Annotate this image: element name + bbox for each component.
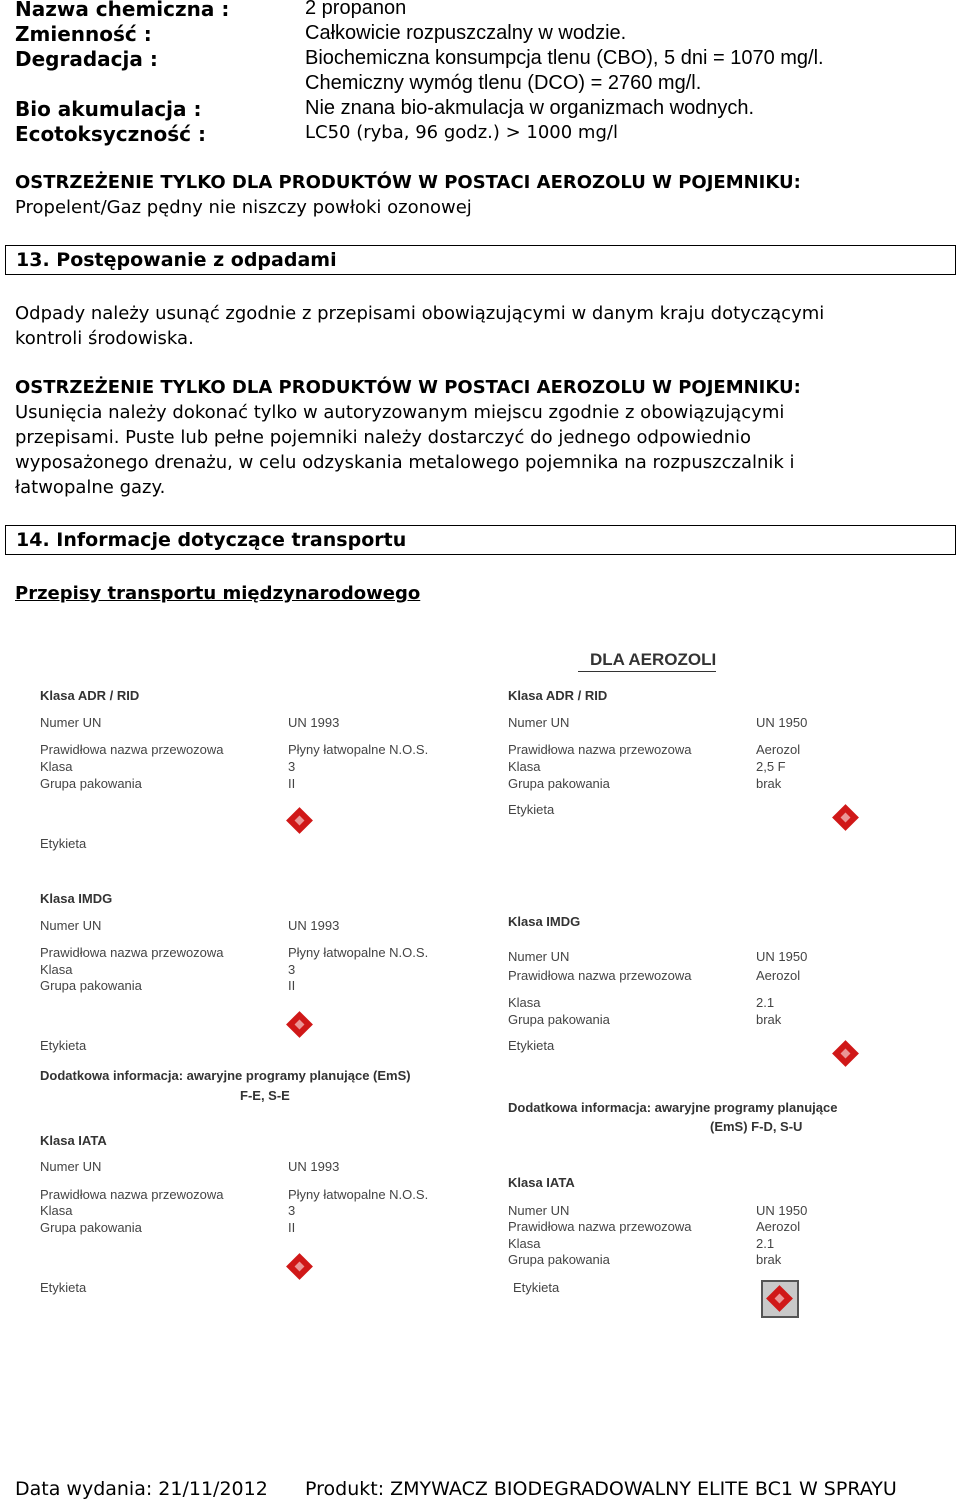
packing-group-value: II — [288, 978, 296, 993]
property-label: Ecotoksyczność : — [15, 122, 206, 146]
class-value: 3 — [288, 962, 296, 977]
property-value: LC50 (ryba, 96 godz.) > 1000 mg/l — [305, 122, 618, 143]
un-number-label: Numer UN — [508, 1203, 570, 1218]
paragraph-line: wyposażonego drenażu, w celu odzyskania metalowego pojemnika na rozpuszczalnik i — [15, 452, 795, 473]
un-number-value: UN 1950 — [756, 715, 808, 730]
un-number-label: Numer UN — [40, 715, 102, 730]
property-value: Biochemiczna konsumpcja tlenu (CBO), 5 dni = 1070 mg/l. — [305, 47, 824, 69]
section-13-title: 13. Postępowanie z odpadami — [5, 245, 956, 275]
un-number-label: Numer UN — [508, 715, 570, 730]
label-label: Etykieta — [508, 802, 555, 817]
shipping-name-label: Prawidłowa nazwa przewozowa — [508, 1219, 692, 1234]
iata-label-icon — [761, 1280, 799, 1318]
un-number-value: UN 1993 — [288, 715, 340, 730]
class-label: Klasa — [508, 759, 541, 774]
footer-date: Data wydania: 21/11/2012 — [15, 1478, 268, 1500]
flammable-diamond-icon — [286, 1253, 313, 1280]
property-label: Degradacja : — [15, 47, 158, 71]
paragraph-line: Odpady należy usunąć zgodnie z przepisami obowiązującymi w danym kraju dotyczącymi — [15, 303, 825, 324]
class-heading: Klasa ADR / RID — [40, 688, 140, 703]
paragraph-line: przepisami. Puste lub pełne pojemniki należy dostarczyć do jednego odpowiednio — [15, 427, 752, 448]
class-value: 2.1 — [756, 995, 775, 1010]
class-value: 2.1 — [756, 1236, 775, 1251]
flammable-diamond-icon — [766, 1285, 793, 1312]
flammable-diamond-icon — [832, 1040, 859, 1067]
shipping-name-value: Aerozol — [756, 742, 801, 757]
un-number-label: Numer UN — [40, 1159, 102, 1174]
class-label: Klasa — [40, 962, 73, 977]
un-number-value: UN 1950 — [756, 949, 808, 964]
class-value: 2,5 F — [756, 759, 786, 774]
ems-codes: (EmS) F-D, S-U — [710, 1119, 803, 1134]
label-label: Etykieta — [40, 1038, 87, 1053]
shipping-name-label: Prawidłowa nazwa przewozowa — [508, 742, 692, 757]
paragraph-line: łatwopalne gazy. — [15, 477, 166, 498]
packing-group-value: brak — [756, 776, 782, 791]
class-value: 3 — [288, 759, 296, 774]
packing-group-label: Grupa pakowania — [40, 978, 142, 993]
property-value: Chemiczny wymóg tlenu (DCO) = 2760 mg/l. — [305, 72, 702, 94]
class-label: Klasa — [40, 759, 73, 774]
shipping-name-value: Aerozol — [756, 968, 801, 983]
property-label: Zmienność : — [15, 22, 152, 46]
un-number-label: Numer UN — [40, 918, 102, 933]
packing-group-value: brak — [756, 1252, 782, 1267]
class-label: Klasa — [508, 995, 541, 1010]
flammable-diamond-icon — [286, 807, 313, 834]
ems-info: Dodatkowa informacja: awaryjne programy planujące (EmS) — [40, 1068, 411, 1083]
packing-group-label: Grupa pakowania — [508, 776, 610, 791]
shipping-name-label: Prawidłowa nazwa przewozowa — [40, 945, 224, 960]
packing-group-value: II — [288, 1220, 296, 1235]
packing-group-label: Grupa pakowania — [508, 1012, 610, 1027]
warning-heading: OSTRZEŻENIE TYLKO DLA PRODUKTÓW W POSTACI AEROZOLU W POJEMNIKU: — [15, 377, 801, 398]
class-label: Klasa — [508, 1236, 541, 1251]
class-value: 3 — [288, 1203, 296, 1218]
warning-text: Propelent/Gaz pędny nie niszczy powłoki ozonowej — [15, 197, 472, 218]
class-heading: Klasa IATA — [40, 1133, 107, 1148]
packing-group-value: brak — [756, 1012, 782, 1027]
class-heading: Klasa IMDG — [40, 891, 113, 906]
packing-group-value: II — [288, 776, 296, 791]
property-value: Nie znana bio-akmulacja w organizmach wodnych. — [305, 97, 755, 119]
footer-product: Produkt: ZMYWACZ BIODEGRADOWALNY ELITE BC1 W SPRAYU — [305, 1478, 897, 1500]
class-heading: Klasa IMDG — [508, 914, 581, 929]
shipping-name-value: Płyny łatwopalne N.O.S. — [288, 945, 429, 960]
un-number-value: UN 1993 — [288, 918, 340, 933]
paragraph-line: kontroli środowiska. — [15, 328, 194, 349]
packing-group-label: Grupa pakowania — [508, 1252, 610, 1267]
ems-codes: F-E, S-E — [240, 1088, 290, 1103]
warning-heading: OSTRZEŻENIE TYLKO DLA PRODUKTÓW W POSTACI AEROZOLU W POJEMNIKU: — [15, 172, 801, 193]
un-number-value: UN 1950 — [756, 1203, 808, 1218]
flammable-diamond-icon — [832, 804, 859, 831]
class-heading: Klasa IATA — [508, 1175, 575, 1190]
shipping-name-value: Płyny łatwopalne N.O.S. — [288, 742, 429, 757]
class-label: Klasa — [40, 1203, 73, 1218]
shipping-name-value: Aerozol — [756, 1219, 801, 1234]
packing-group-label: Grupa pakowania — [40, 776, 142, 791]
un-number-value: UN 1993 — [288, 1159, 340, 1174]
property-label: Nazwa chemiczna : — [15, 0, 230, 21]
label-label: Etykieta — [513, 1280, 560, 1295]
paragraph-line: Usunięcia należy dokonać tylko w autoryzowanym miejscu zgodnie z obowiązującymi — [15, 402, 785, 423]
flammable-diamond-icon — [286, 1011, 313, 1038]
shipping-name-value: Płyny łatwopalne N.O.S. — [288, 1187, 429, 1202]
ems-info: Dodatkowa informacja: awaryjne programy planujące — [508, 1100, 838, 1115]
aerosol-heading: DLA AEROZOLI — [578, 650, 716, 672]
section-14-title: 14. Informacje dotyczące transportu — [5, 525, 956, 555]
un-number-label: Numer UN — [508, 949, 570, 964]
shipping-name-label: Prawidłowa nazwa przewozowa — [40, 742, 224, 757]
label-label: Etykieta — [40, 1280, 87, 1295]
shipping-name-label: Prawidłowa nazwa przewozowa — [40, 1187, 224, 1202]
class-heading: Klasa ADR / RID — [508, 688, 608, 703]
packing-group-label: Grupa pakowania — [40, 1220, 142, 1235]
label-label: Etykieta — [40, 836, 87, 851]
label-label: Etykieta — [508, 1038, 555, 1053]
property-value: Całkowicie rozpuszczalny w wodzie. — [305, 22, 627, 44]
property-label: Bio akumulacja : — [15, 97, 202, 121]
shipping-name-label: Prawidłowa nazwa przewozowa — [508, 968, 692, 983]
property-value: 2 propanon — [305, 0, 407, 19]
transport-subtitle: Przepisy transportu międzynarodowego — [15, 583, 421, 604]
